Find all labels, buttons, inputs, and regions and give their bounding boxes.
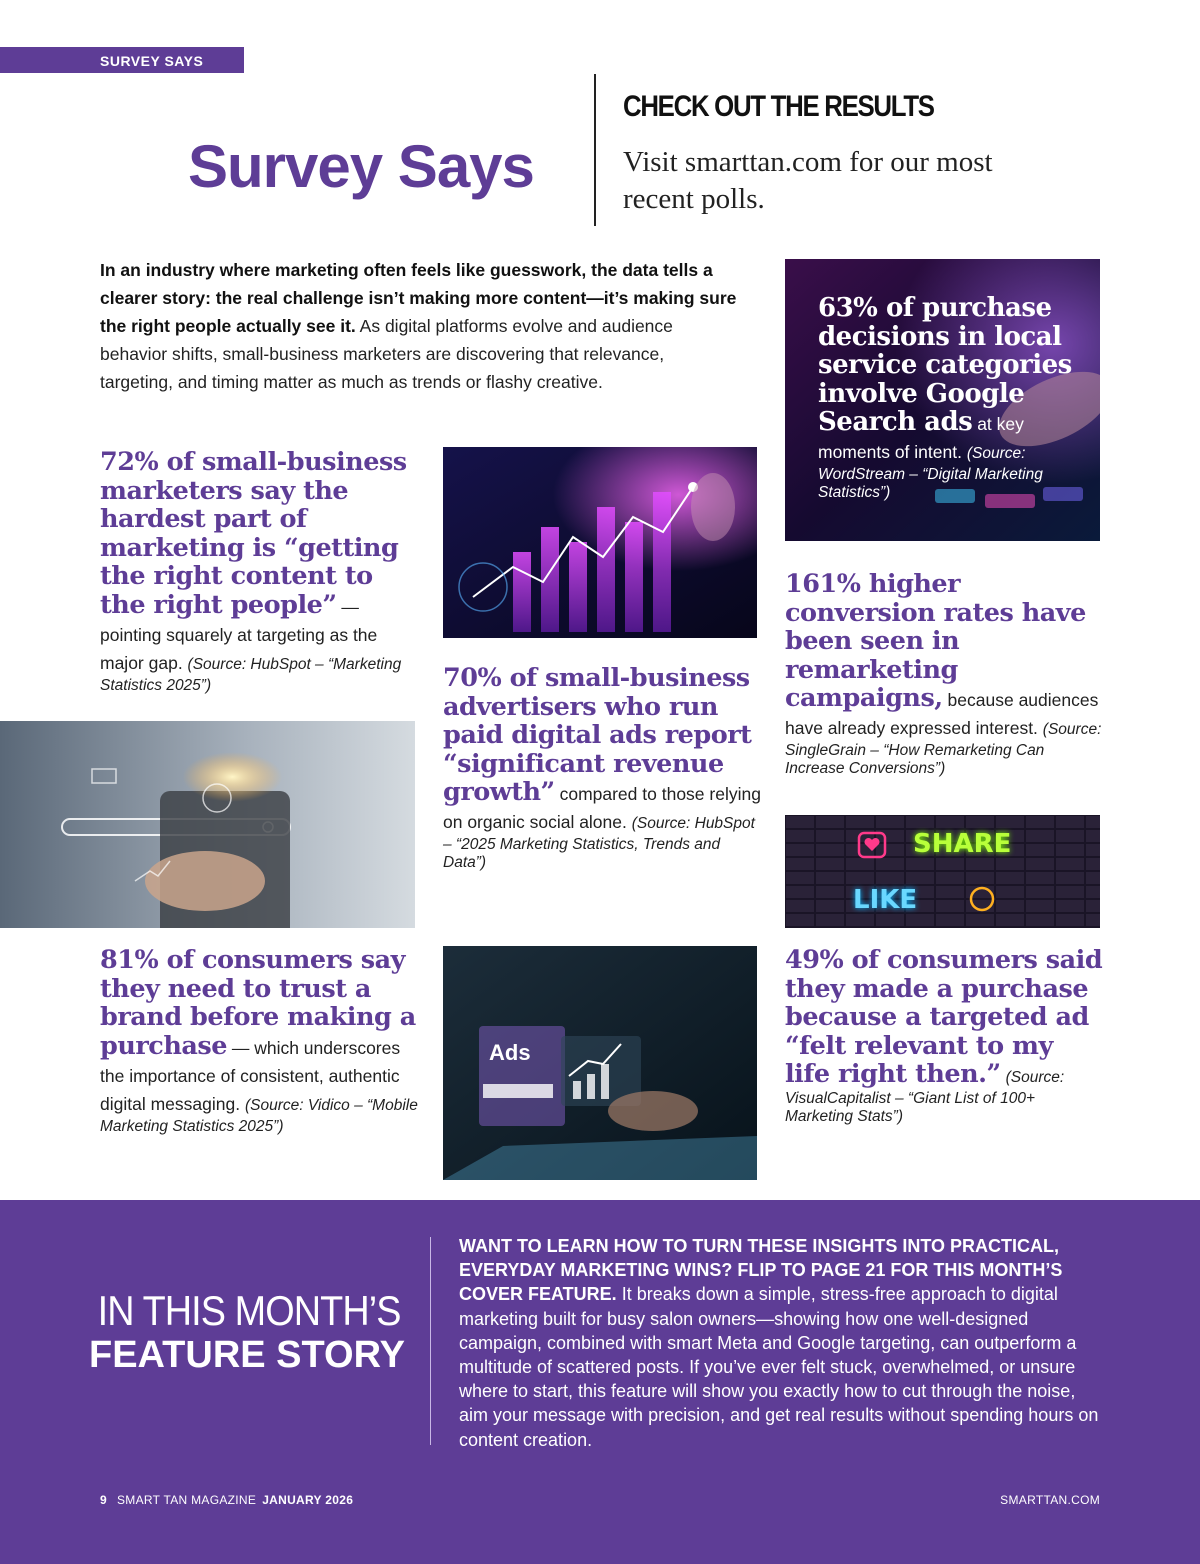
stat-161 (785, 570, 1105, 778)
stat-72-body: — pointing squarely at targeting as the major gap. (100, 596, 378, 673)
stat-49-headline: 49% of consumers said they made a purchase because a targeted ad “felt relevant to my life right then.” (785, 945, 1103, 1089)
page-number: 9 (100, 1493, 107, 1507)
neon-social-sign-photo (785, 815, 1100, 928)
feature-title: FEATURE STORY (89, 1334, 405, 1376)
neon-share-text: SHARE (913, 829, 1012, 859)
feature-paragraph (459, 1234, 1109, 1452)
stat-70-source: (Source: HubSpot – “2025 Marketing Statistics, Trends and Data”) (443, 815, 755, 871)
intro-bold: In an industry where marketing often feels like guesswork, the data tells a clearer story: the real challenge isn’t making more content—it’s making sure the right people actually see it. (100, 260, 737, 336)
feature-kicker: IN THIS MONTH’S (98, 1287, 401, 1334)
footer-site: SMARTTAN.COM (1000, 1493, 1100, 1507)
stat-63 (818, 294, 1093, 502)
stat-63-body: at key moments of intent. (818, 414, 1024, 462)
stat-81-source: (Source: Vidico – “Mobile Marketing Statistics 2025”) (100, 1096, 418, 1135)
stat-49-source: (Source: VisualCapitalist – “Giant List of 100+ Marketing Stats”) (785, 1069, 1065, 1125)
ads-laptop-photo (443, 946, 757, 1180)
stat-81-headline: 81% of consumers say they need to trust a brand before making a purchase (100, 945, 416, 1061)
stat-161-body: because audiences have already expressed interest. (785, 690, 1099, 738)
stat-63-source: (Source: WordStream – “Digital Marketing Statistics”) (818, 445, 1043, 501)
stat-63-headline: 63% of purchase decisions in local service categories involve Google Search ads (818, 293, 1072, 437)
neon-like-text: LIKE (853, 885, 918, 915)
feature-text: It breaks down a simple, stress-free approach to digital marketing built for busy salon owners—showing how one well-designed campaign, combined with smart Meta and Google targeting, can outperform a multitude of scattered posts. If you’ve ever felt stuck, overwhelmed, or unsure where to start, this feature will show you exactly how to cut through the noise, aim your message with precision, and get real results without spending hours on content creation. (459, 1284, 1099, 1450)
feature-bold: WANT TO LEARN HOW TO TURN THESE INSIGHTS INTO PRACTICAL, EVERYDAY MARKETING WINS? FLIP TO PAGE 21 FOR THIS MONTH’S COVER FEATURE. (459, 1236, 1063, 1305)
issue-date: JANUARY 2026 (262, 1493, 354, 1507)
stat-70 (443, 664, 763, 872)
stat-72-source: (Source: HubSpot – “Marketing Statistics 2025”) (100, 655, 402, 694)
section-tag: SURVEY SAYS (0, 47, 244, 73)
analytics-chart-photo (443, 447, 757, 638)
stat-72 (100, 448, 420, 695)
stat-161-headline: 161% higher conversion rates have been seen in remarketing campaigns, (785, 569, 1086, 713)
stat-72-headline: 72% of small-business marketers say the hardest part of marketing is “getting the right content to the right people” (100, 447, 407, 620)
ads-label-text: Ads (489, 1040, 531, 1065)
magazine-name: SMART TAN MAGAZINE (116, 1493, 257, 1507)
intro-text: As digital platforms evolve and audience behavior shifts, small-business marketers are discovering that relevance, targeting, and timing matter as much as trends or flashy creative. (100, 316, 673, 392)
stat-70-body: compared to those relying on organic social alone. (443, 784, 761, 832)
phone-search-photo (0, 721, 415, 928)
page-title: Survey Says (188, 133, 534, 200)
check-results-text: Visit smarttan.com for our most recent polls. (623, 146, 993, 215)
stat-81-body: — which underscores the importance of consistent, authentic digital messaging. (100, 1037, 401, 1114)
stat-161-source: (Source: SingleGrain – “How Remarketing Can Increase Conversions”) (785, 721, 1102, 777)
intro-paragraph (100, 256, 740, 396)
check-results-title: CHECK OUT THE RESULTS (623, 90, 934, 123)
stat-49 (785, 946, 1105, 1126)
stat-81 (100, 946, 420, 1136)
footer-left (100, 1493, 353, 1507)
stat-70-headline: 70% of small-business advertisers who run paid digital ads report “significant revenue growth” (443, 663, 752, 807)
feature-divider (430, 1237, 431, 1445)
header-divider (594, 74, 596, 226)
